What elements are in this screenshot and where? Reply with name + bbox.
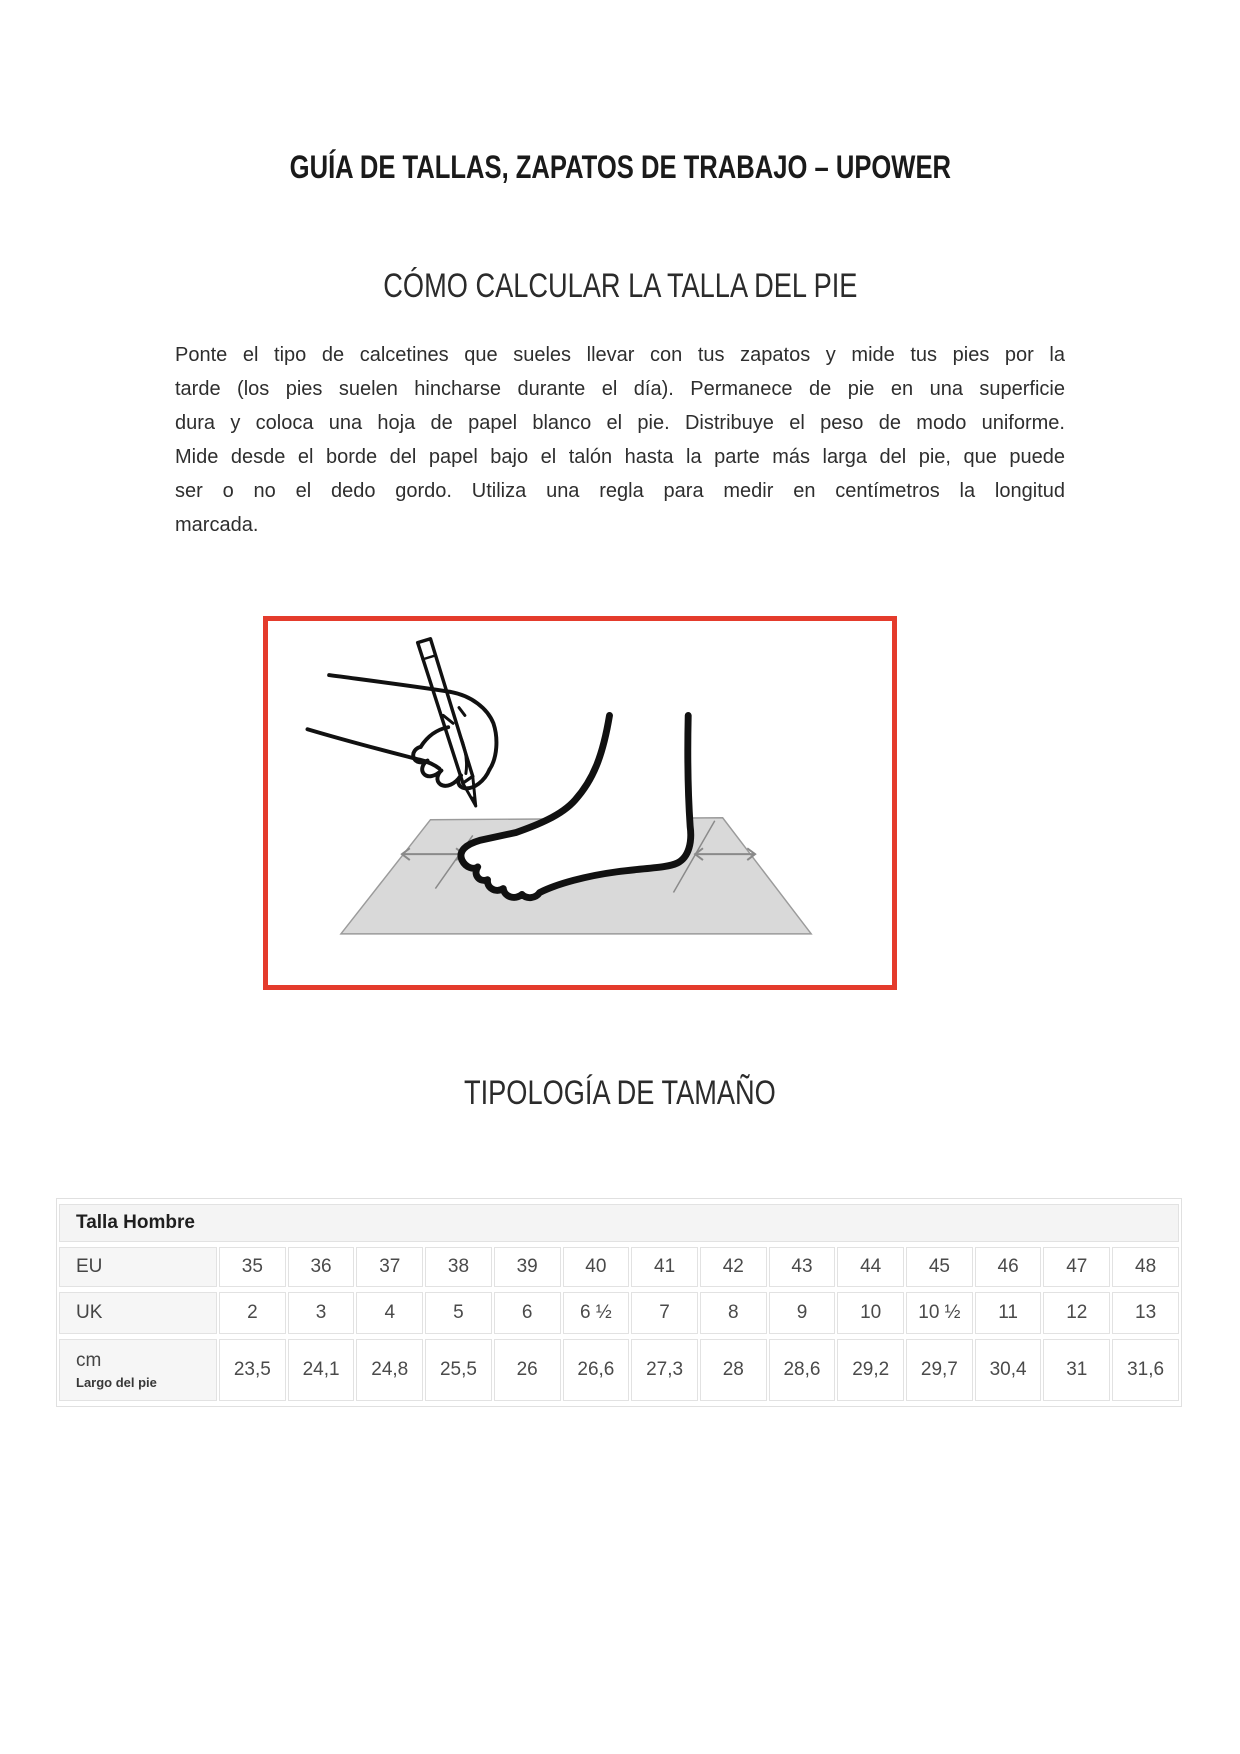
size-value-cell: 10 [837, 1292, 904, 1334]
intro-paragraph [175, 338, 1065, 542]
size-value-cell: 13 [1112, 1292, 1179, 1334]
size-table-container [56, 1198, 1182, 1407]
row-label-text: UK [76, 1302, 103, 1323]
size-value-cell: 23,5 [219, 1339, 286, 1401]
size-table [57, 1199, 1181, 1406]
size-value-cell: 46 [975, 1247, 1042, 1287]
size-value-cell: 29,7 [906, 1339, 973, 1401]
size-value-cell: 2 [219, 1292, 286, 1334]
size-value-cell: 3 [288, 1292, 355, 1334]
size-value-cell: 25,5 [425, 1339, 492, 1401]
size-value-cell: 40 [563, 1247, 630, 1287]
intro-line: ser o no el dedo gordo. Utiliza una regla para medir en centímetros la longitud [175, 480, 1065, 502]
size-value-cell: 30,4 [975, 1339, 1042, 1401]
size-value-cell: 31 [1043, 1339, 1110, 1401]
hand-with-pencil-icon [307, 639, 496, 806]
foot-measure-illustration-svg [268, 621, 892, 985]
size-value-cell: 42 [700, 1247, 767, 1287]
size-value-cell: 29,2 [837, 1339, 904, 1401]
size-value-cell: 24,1 [288, 1339, 355, 1401]
page-title [0, 148, 1240, 186]
row-label-text: EU [76, 1256, 103, 1277]
table-header: Talla Hombre [59, 1204, 1179, 1242]
size-value-cell: 47 [1043, 1247, 1110, 1287]
size-value-cell: 35 [219, 1247, 286, 1287]
page-title-text: GUÍA DE TALLAS, ZAPATOS DE TRABAJO – UPOWER [289, 149, 951, 185]
size-value-cell: 7 [631, 1292, 698, 1334]
foot-measure-figure [263, 616, 897, 990]
intro-line: dura y coloca una hoja de papel blanco el pie. Distribuye el peso de modo uniforme. [175, 412, 1065, 434]
size-value-cell: 27,3 [631, 1339, 698, 1401]
table-header-row [59, 1204, 1179, 1242]
size-value-cell: 6 [494, 1292, 561, 1334]
row-label-cell [59, 1247, 217, 1287]
size-value-cell: 48 [1112, 1247, 1179, 1287]
size-value-cell: 6 ½ [563, 1292, 630, 1334]
table-row-cm [59, 1339, 1179, 1401]
size-value-cell: 10 ½ [906, 1292, 973, 1334]
size-value-cell: 31,6 [1112, 1339, 1179, 1401]
size-value-cell: 28 [700, 1339, 767, 1401]
size-value-cell: 24,8 [356, 1339, 423, 1401]
row-label-cell [59, 1292, 217, 1334]
intro-line: marcada. [175, 514, 259, 536]
size-value-cell: 9 [769, 1292, 836, 1334]
size-value-cell: 37 [356, 1247, 423, 1287]
size-value-cell: 28,6 [769, 1339, 836, 1401]
row-label-text: cm [76, 1350, 102, 1371]
size-value-cell: 12 [1043, 1292, 1110, 1334]
row-label-cell [59, 1339, 217, 1401]
size-value-cell: 41 [631, 1247, 698, 1287]
table-row-uk [59, 1292, 1179, 1334]
size-value-cell: 26,6 [563, 1339, 630, 1401]
intro-line: Ponte el tipo de calcetines que sueles llevar con tus zapatos y mide tus pies por la [175, 344, 1065, 366]
table-row-eu [59, 1247, 1179, 1287]
section2-heading [0, 1073, 1240, 1113]
section2-heading-text: TIPOLOGÍA DE TAMAÑO [464, 1074, 776, 1112]
size-value-cell: 44 [837, 1247, 904, 1287]
size-value-cell: 36 [288, 1247, 355, 1287]
intro-line: tarde (los pies suelen hincharse durante el día). Permanece de pie en una superficie [175, 378, 1065, 400]
size-value-cell: 8 [700, 1292, 767, 1334]
size-value-cell: 11 [975, 1292, 1042, 1334]
section1-heading-text: CÓMO CALCULAR LA TALLA DEL PIE [382, 267, 858, 305]
size-value-cell: 4 [356, 1292, 423, 1334]
row-sublabel-text: Largo del pie [76, 1375, 157, 1390]
size-value-cell: 39 [494, 1247, 561, 1287]
section1-heading [0, 266, 1240, 306]
size-value-cell: 26 [494, 1339, 561, 1401]
size-value-cell: 5 [425, 1292, 492, 1334]
size-value-cell: 45 [906, 1247, 973, 1287]
intro-line: Mide desde el borde del papel bajo el talón hasta la parte más larga del pie, que puede [175, 446, 1065, 468]
size-value-cell: 43 [769, 1247, 836, 1287]
size-value-cell: 38 [425, 1247, 492, 1287]
